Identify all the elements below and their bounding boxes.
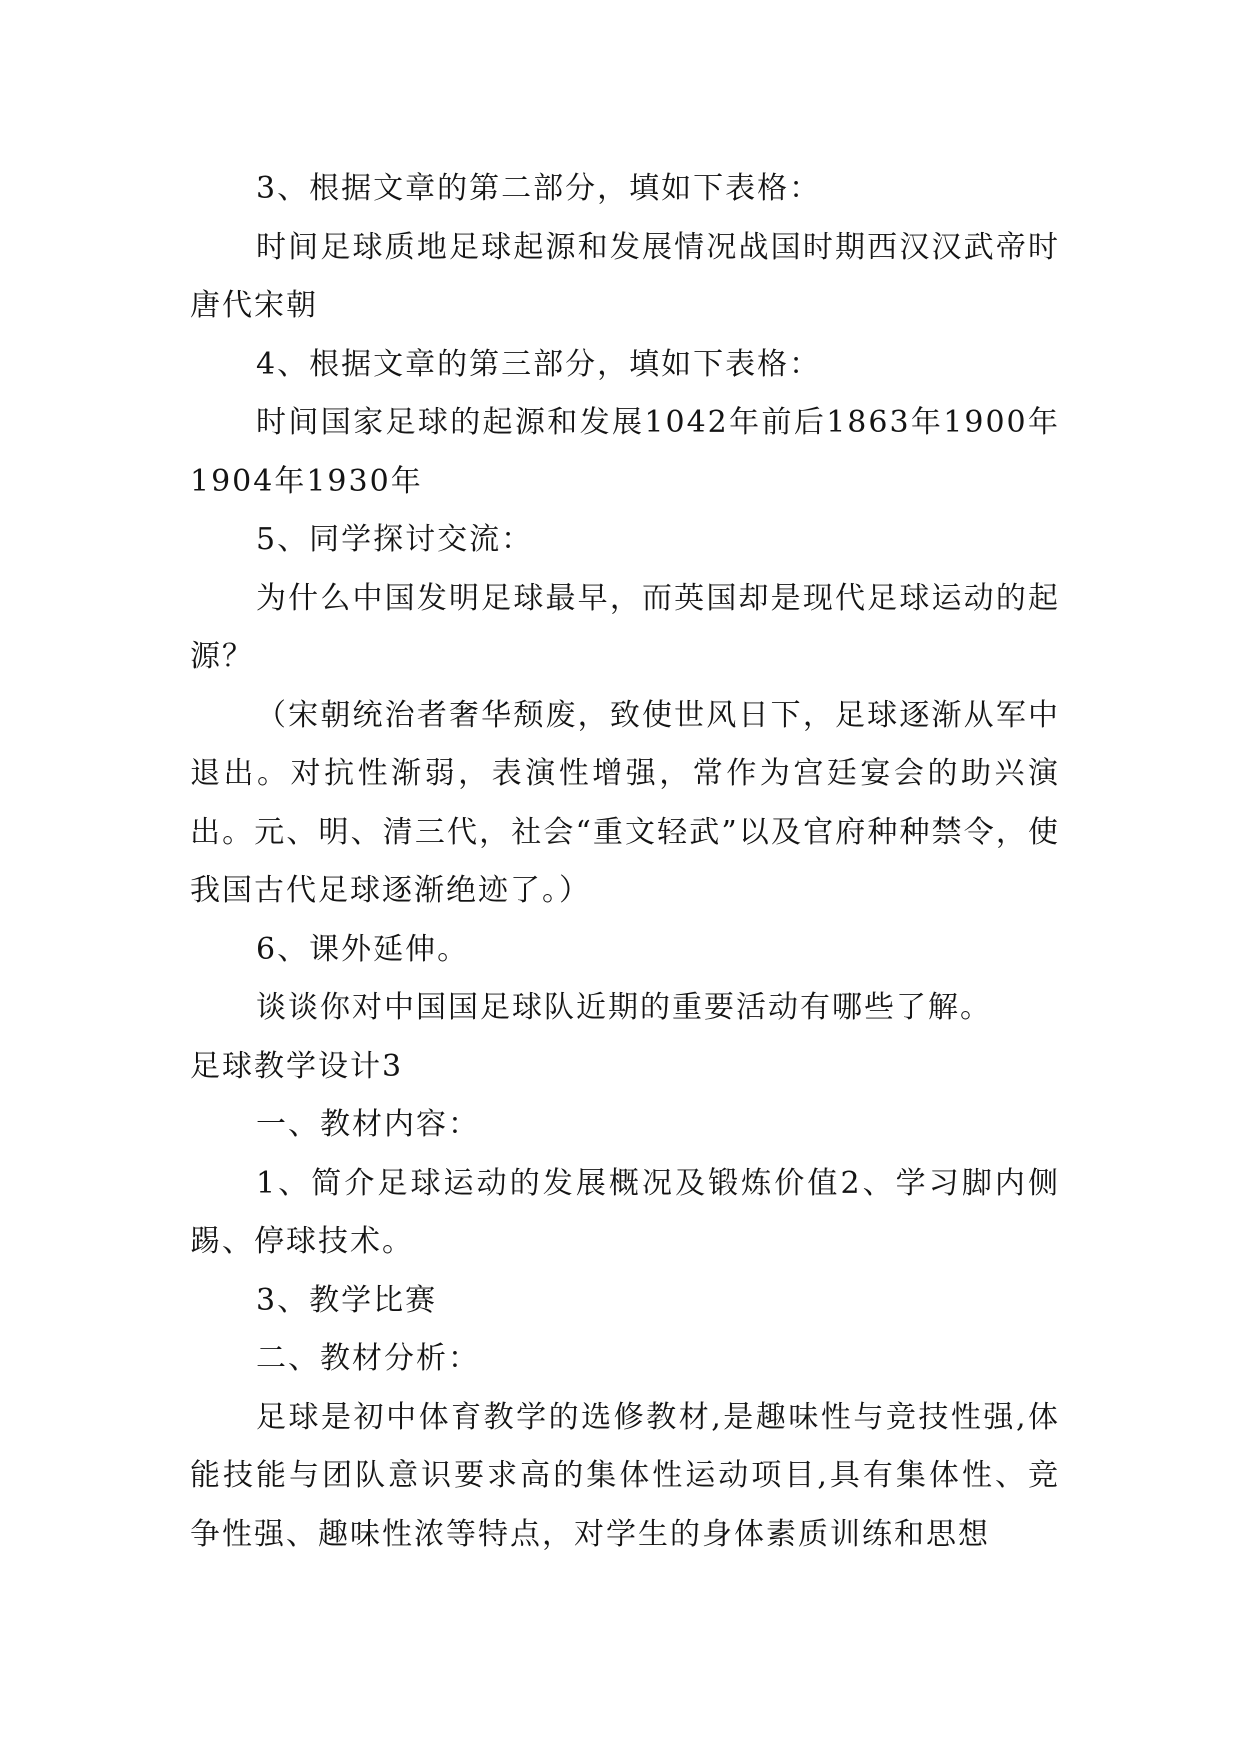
paragraph-11: 一、教材内容： <box>256 1107 480 1142</box>
paragraph-6: 为什么中国发明足球最早，而英国却是现代足球运动的起源？ <box>190 580 1060 674</box>
paragraph-2: 时间足球质地足球起源和发展情况战国时期西汉汉武帝时唐代宋朝 <box>190 229 1060 323</box>
paragraph-5: 5、同学探讨交流： <box>256 522 534 557</box>
paragraph-15: 足球是初中体育教学的选修教材,是趣味性与竞技性强,体能技能与团队意识要求高的集体性运动项目,具有集体性、竞争性强、趣味性浓等特点，对学生的身体素质训练和思想 <box>190 1399 1060 1552</box>
paragraph-13: 3、教学比赛 <box>256 1282 438 1318</box>
paragraph-12: 1、简介足球运动的发展概况及锻炼价值2、学习脚内侧踢、停球技术。 <box>190 1165 1060 1259</box>
section-heading: 足球教学设计3 <box>190 1048 404 1084</box>
document-body <box>190 160 1060 1564</box>
paragraph-14: 二、教材分析： <box>256 1341 480 1376</box>
paragraph-8: 6、课外延伸。 <box>256 931 470 967</box>
paragraph-7: （宋朝统治者奢华颓废，致使世风日下，足球逐渐从军中退出。对抗性渐弱，表演性增强，常作为宫廷宴会的助兴演出。元、明、清三代，社会“重文轻武”以及官府种种禁令，使我国古代足球逐渐绝迹了。） <box>190 697 1060 908</box>
paragraph-4: 时间国家足球的起源和发展1042年前后1863年1900年1904年1930年 <box>190 405 1060 499</box>
paragraph-9: 谈谈你对中国国足球队近期的重要活动有哪些了解。 <box>256 990 992 1025</box>
paragraph-3: 4、根据文章的第三部分，填如下表格： <box>256 346 822 382</box>
paragraph-1: 3、根据文章的第二部分，填如下表格： <box>256 171 822 206</box>
